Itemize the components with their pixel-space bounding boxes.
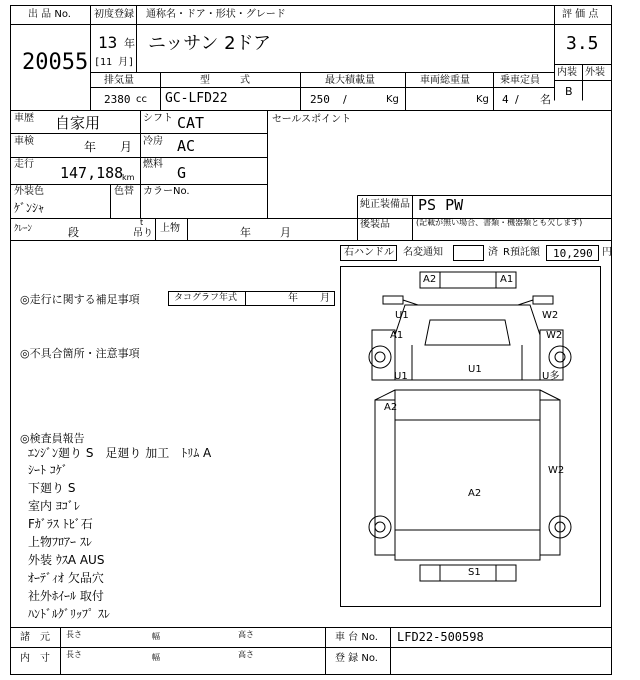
damage-mark: A2 [384,402,398,413]
max-load: 250 [310,93,330,106]
interior-grade: B [565,85,573,98]
height-label: 高さ [238,630,254,639]
max-load-slash: / [343,93,347,106]
report-line: 社外ﾎｲｰﾙ 取付 [28,589,104,603]
lot-no: 20055 [22,50,89,75]
report-line: 上物ﾌﾛｱｰ ｽﾚ [28,535,92,549]
reg-year-unit: 年 [124,37,135,50]
damage-mark: A1 [500,274,514,285]
crane-label: ｸﾚｰﾝ [14,224,33,234]
report-line: 外装 ｳｽA AUS [28,553,105,567]
fuel-label: 燃料 [143,159,163,170]
displacement: 2380 [104,93,131,106]
registration-no-label: 登 録 No. [335,653,378,664]
gross-weight-unit: Kg [476,94,489,105]
color-no-label: カラーNo. [143,186,190,197]
ext-color: ｹﾞﾝｼｬ [14,201,45,215]
report-line: ｴﾝｼﾞﾝ廻り S 足廻り 加工 ﾄﾘﾑ A [28,446,212,460]
capacity: 4 [502,93,509,106]
recycle-fee-label: R預託額 [503,247,540,258]
report-line: ﾊﾝﾄﾞﾙｸﾞﾘｯﾌﾟ ｽﾚ [28,607,110,621]
crane-ton-unit: t [140,218,144,227]
damage-mark: A1 [390,330,404,341]
inspection-label: 車検 [14,136,34,147]
damage-mark: S1 [468,567,481,578]
history: 自家用 [55,114,101,132]
frame-no: LFD22-500598 [397,630,484,644]
frame-no-label: 車 台 No. [335,632,378,643]
score-label: 評 価 点 [562,9,599,20]
reg-month: [11 月] [94,57,135,68]
model-label: 型 式 [200,75,250,86]
damage-mark: W2 [548,465,565,476]
factory-options: PS PW [418,196,464,214]
model: GC-LFD22 [165,91,228,106]
damage-mark: U1 [394,371,408,382]
bed-label: 上物 [160,223,180,234]
name-change-label: 名変通知 [403,247,443,258]
dimensions-label: 諸 元 [20,632,50,643]
capacity-slash: / [515,93,519,106]
length-label: 長さ [66,630,82,639]
damage-mark: U1 [468,364,482,375]
capacity-unit: 名 [540,93,551,106]
fuel: G [177,164,187,182]
damage-mark: U多 [542,371,560,382]
options-label: 純正装備品 [360,199,410,210]
air-conditioning: AC [177,137,196,155]
car-name-label: 通称名・ドア・形状・グレード [146,9,286,20]
capacity-label: 乗車定員 [500,75,540,86]
recall-paid-label: 済 [488,247,498,258]
inspection-year-unit: 年 [84,140,97,154]
inner-length-label: 長さ [66,650,82,659]
bed-year-unit: 年 [240,226,251,239]
car-name: ニッサン 2ドア [148,33,272,54]
first-reg-label: 初度登録 [94,9,134,20]
inspection-month-unit: 月 [120,140,133,154]
shift: CAT [177,114,205,132]
history-label: 車歴 [14,113,34,124]
crane-stage-unit: 段 [68,226,79,239]
yen-unit: 円 [602,247,612,258]
aftermarket-label: 後装品 [360,219,390,230]
damage-mark: W2 [546,330,563,341]
tachograph-label: タコグラフ年式 [174,293,238,303]
interior-grade-label: 内装 [557,67,577,78]
width-label: 幅 [152,632,160,641]
driving-notes-label: ◎走行に関する補足事項 [20,293,140,306]
report-line: ｵｰﾃﾞｨｵ 欠品穴 [28,571,104,585]
report-line: Fｶﾞﾗｽ ﾄﾋﾞ石 [28,517,93,531]
damage-mark: U1 [395,310,409,321]
inner-height-label: 高さ [238,650,254,659]
shift-label: シフト [143,113,173,124]
mileage: 147,188 [60,164,124,182]
overall-score: 3.5 [566,33,599,54]
displacement-unit: cc [136,94,147,105]
inner-width-label: 幅 [152,653,160,662]
max-load-unit: Kg [386,94,399,105]
tachograph-month-unit: 月 [320,293,330,304]
report-line: 室内 ﾖｺﾞﾚ [28,499,80,513]
damage-mark: W2 [542,310,559,321]
inspector-report-label: ◎検査員報告 [20,432,85,445]
ext-color-label: 外装色 [14,186,44,197]
defects-label: ◎不具合箇所・注意事項 [20,347,140,360]
bed-month-unit: 月 [280,226,291,239]
reg-year: 13 [98,33,118,52]
report-line: ｼｰﾄ ｺｹﾞ [28,463,68,477]
ac-label: 冷房 [143,136,163,147]
damage-mark: A2 [423,274,437,285]
displacement-label: 排気量 [104,75,134,86]
report-line: 下廻り S [28,481,76,495]
lot-no-label: 出 品 No. [28,9,71,20]
exterior-grade-label: 外装 [585,67,605,78]
selling-points-label: セールスポイント [272,114,352,125]
steering-side: 右ハンドル [344,247,394,258]
damage-mark: A2 [468,488,482,499]
recycle-fee: 10,290 [553,247,593,260]
mileage-label: 走行 [14,159,34,170]
tachograph-year-unit: 年 [288,293,298,304]
inner-dimensions-label: 内 寸 [20,653,50,664]
color-change-label: 色替 [114,186,134,197]
mileage-unit: km [122,173,135,182]
aftermarket-note: (記載が無い場合、書類・機器類とも欠します) [416,218,583,227]
gross-weight-label: 車両総重量 [420,75,470,86]
crane-lift-unit: 吊り [133,228,153,239]
max-load-label: 最大積載量 [325,75,375,86]
